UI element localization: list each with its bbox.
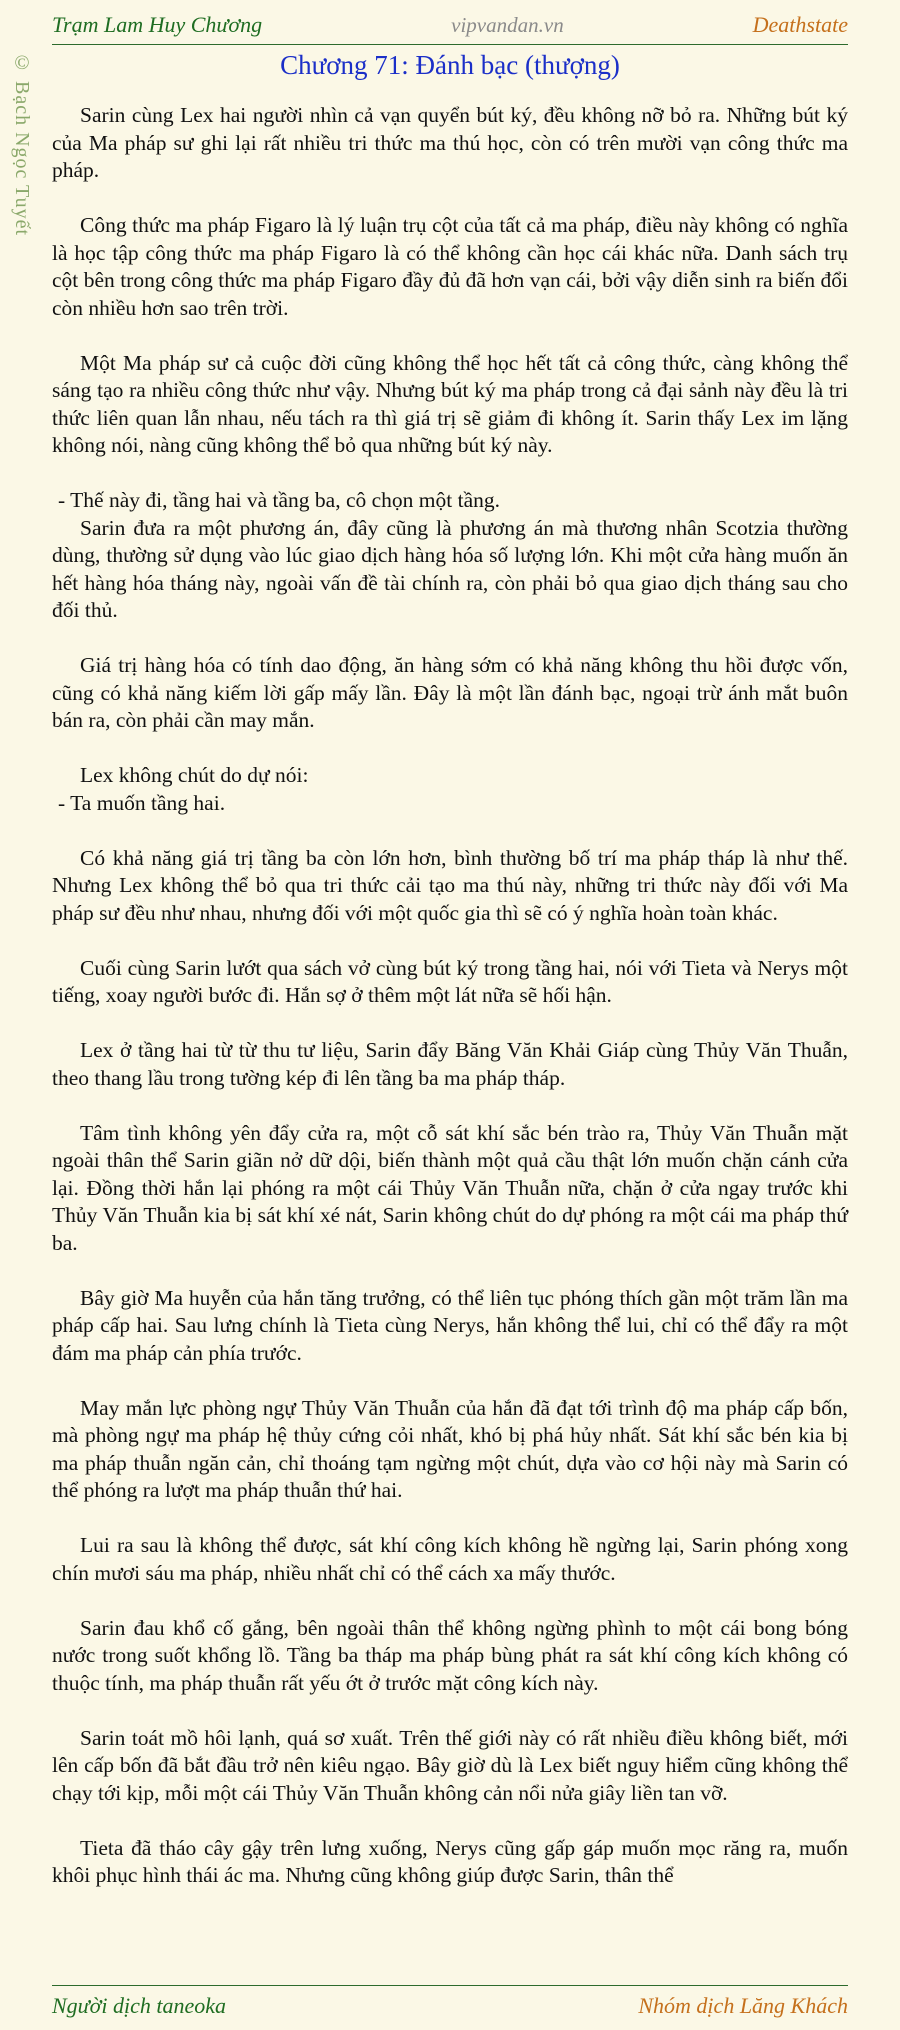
paragraph: Lex ở tầng hai từ từ thu tư liệu, Sarin đẩy Băng Văn Khải Giáp cùng Thủy Văn Thuẫn, theo thang lầu trong tường kép đi lên tầng ba ma pháp tháp. bbox=[52, 1038, 848, 1090]
paragraph: Lui ra sau là không thể được, sát khí công kích không hề ngừng lại, Sarin phóng xong chín mươi sáu ma pháp, nhiều nhất chỉ có thể cách xa mấy thước. bbox=[52, 1533, 848, 1585]
paragraph: Có khả năng giá trị tầng ba còn lớn hơn, bình thường bố trí ma pháp tháp là như thế. Nhưng Lex không thể bỏ qua tri thức cải tạo ma thú này, những tri thức này đối với Ma pháp sư đều như nhau, nhưng đối với một quốc gia thì sẽ có ý nghĩa hoàn toàn khác. bbox=[52, 845, 848, 925]
paragraph: Giá trị hàng hóa có tính dao động, ăn hàng sớm có khả năng không thu hồi được vốn, cũng có khả năng kiếm lời gấp mấy lần. Đây là một lần đánh bạc, ngoại trừ ánh mắt buôn bán ra, còn phải cần may mắn. bbox=[52, 653, 848, 732]
paragraph: Công thức ma pháp Figaro là lý luận trụ cột của tất cả ma pháp, điều này không có nghĩa là học tập công thức ma pháp Figaro là có thể không cần học cái khác nữa. Danh sách trụ cột bên trong công thức ma pháp Figaro đầy đủ đã hơn vạn cái, bởi vậy diễn sinh ra biến đổi còn nhiều hơn sao trên trời. bbox=[52, 213, 848, 320]
paragraph: Sarin cùng Lex hai người nhìn cả vạn quyển bút ký, đều không nỡ bỏ ra. Những bút ký của Ma pháp sư ghi lại rất nhiều tri thức ma thú học, còn có trên mười vạn công thức ma pháp. bbox=[52, 103, 848, 182]
paragraph: May mắn lực phòng ngự Thủy Văn Thuẫn của hắn đã đạt tới trình độ ma pháp cấp bốn, mà phòng ngự ma pháp hệ thủy cứng cỏi nhất, khó bị phá hủy nhất. Sát khí sắc bén kia bị ma pháp thuẫn ngăn cản, chỉ thoáng tạm ngừng một chút, dựa vào cơ hội này mà Sarin có thể phóng ra lượt ma pháp thuẫn thứ hai. bbox=[52, 1395, 848, 1502]
paragraph: Sarin toát mồ hôi lạnh, quá sơ xuất. Trên thế giới này có rất nhiều điều không biết, mới lên cấp bốn đã bắt đầu trở nên kiêu ngạo. Bây giờ dù là Lex biết nguy hiểm cũng không thể chạy tới kịp, mỗi một cái Thủy Văn Thuẫn không cản nổi nửa giây liền tan vỡ. bbox=[52, 1725, 848, 1805]
dialogue-line: - Thế này đi, tầng hai và tầng ba, cô chọn một tầng. bbox=[58, 488, 501, 512]
paragraph: Sarin đau khổ cố gắng, bên ngoài thân thể không ngừng phình to một cái bong bóng nước trong suốt khổng lồ. Tầng ba tháp ma pháp bùng phát ra sát khí công kích không có thuộc tính, ma pháp thuẫn rất yếu ớt ở trước mặt công kích này. bbox=[52, 1615, 848, 1695]
chapter-body bbox=[52, 102, 848, 1890]
author-name: Deathstate bbox=[752, 12, 848, 37]
page-header bbox=[52, 6, 848, 45]
page-footer bbox=[52, 1985, 848, 2026]
site-name: Trạm Lam Huy Chương bbox=[52, 12, 263, 37]
dialogue-line: - Ta muốn tầng hai. bbox=[58, 790, 226, 815]
site-url[interactable]: vipvandan.vn bbox=[451, 12, 564, 37]
translator-credit: Người dịch taneoka bbox=[52, 1993, 227, 2018]
paragraph: Một Ma pháp sư cả cuộc đời cũng không thể học hết tất cả công thức, càng không thể sáng tạo ra nhiều công thức như vậy. Nhưng bút ký ma pháp trong cả đại sảnh này đều là tri thức liên quan lẫn nhau, nếu tách ra thì giá trị sẽ giảm đi không ít. Sarin thấy Lex im lặng không nói, nàng cũng không thể bỏ qua những bút ký này. bbox=[52, 350, 848, 457]
chapter-title: Chương 71: Đánh bạc (thượng) bbox=[280, 50, 620, 80]
paragraph: Bây giờ Ma huyễn của hắn tăng trưởng, có thể liên tục phóng thích gần một trăm lần ma pháp cấp hai. Sau lưng chính là Tieta cùng Nerys, hắn không thể lui, chỉ có thể đẩy ra một đám ma pháp cản phía trước. bbox=[52, 1285, 848, 1365]
paragraph: Lex không chút do dự nói: bbox=[80, 763, 309, 787]
paragraph: Sarin đưa ra một phương án, đây cũng là phương án mà thương nhân Scotzia thường dùng, thường sử dụng vào lúc giao dịch hàng hóa số lượng lớn. Khi một cửa hàng muốn ăn hết hàng hóa tháng này, ngoài vấn đề tài chính ra, còn phải bỏ qua giao dịch tháng sau cho đối thủ. bbox=[52, 515, 848, 622]
paragraph: Cuối cùng Sarin lướt qua sách vở cùng bút ký trong tầng hai, nói với Tieta và Nerys một tiếng, xoay người bước đi. Hắn sợ ở thêm một lát nữa sẽ hối hận. bbox=[52, 955, 848, 1007]
copyright-credit: © Bạch Ngọc Tuyết bbox=[11, 52, 33, 236]
translation-group: Nhóm dịch Lăng Khách bbox=[638, 1993, 848, 2018]
paragraph: Tâm tình không yên đẩy cửa ra, một cỗ sát khí sắc bén trào ra, Thủy Văn Thuẫn mặt ngoài thân thể Sarin giãn nở dữ dội, biến thành một quả cầu thật lớn muốn chặn cánh cửa lại. Đồng thời hắn lại phóng ra một cái Thủy Văn Thuẫn nữa, chặn ở cửa ngay trước khi Thủy Văn Thuẫn kia bị sát khí xé nát, Sarin không chút do dự phóng ra một cái ma pháp thứ ba. bbox=[52, 1120, 848, 1255]
paragraph: Tieta đã tháo cây gậy trên lưng xuống, Nerys cũng gấp gáp muốn mọc răng ra, muốn khôi phục hình thái ác ma. Nhưng cũng không giúp được Sarin, thân thể bbox=[52, 1835, 848, 1887]
